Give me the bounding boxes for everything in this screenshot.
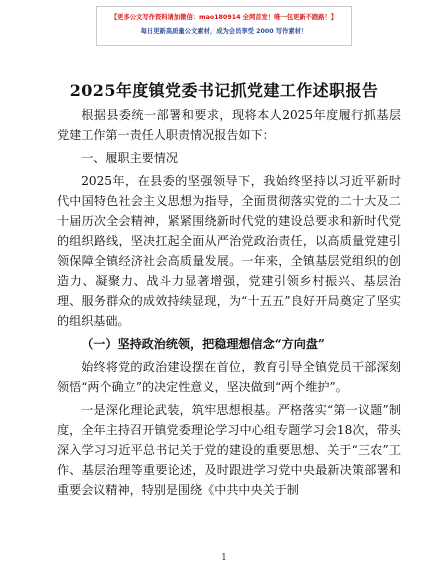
document-title: 2025年度镇党委书记抓党建工作述职报告 bbox=[69, 81, 379, 100]
document-body bbox=[57, 105, 401, 500]
promo-banner-line1: 【更多公文写作资料请加微信：mao180914 全网首发！唯一包更新不跑路！】 bbox=[110, 14, 338, 21]
page-number: 1 bbox=[221, 553, 227, 563]
promo-banner bbox=[96, 6, 352, 46]
body-paragraph-2: 始终将党的政治建设摆在首位，教育引导全镇党员干部深刻领悟“两个确立”的决定性意义，坚决做到“两个维护”。 bbox=[57, 360, 401, 394]
body-paragraph-1: 2025年，在县委的坚强领导下，我始终坚持以习近平新时代中国特色社会主义思想为指导，全面贯彻落实党的二十大及二十届历次全会精神，紧紧围绕新时代党的建设总要求和新时代党的组织路线，坚决扛起全面从严治党政治责任，以高质量党建引领保障全镇经济社会高质量发展。一年来，全镇基层党组织的创造力、凝聚力、战斗力显著增强，党建引领乡村振兴、基层治理、服务群众的成效持续显现，为“十五五”良好开局奠定了坚实的组织基础。 bbox=[57, 174, 401, 328]
sub-heading-1: （一）坚持政治统领，把稳理想信念“方向盘” bbox=[81, 337, 325, 351]
intro-paragraph: 根据县委统一部署和要求，现将本人2025年度履行抓基层党建工作第一责任人职责情况报告如下： bbox=[57, 108, 401, 142]
body-paragraph-3: 一是深化理论武装，筑牢思想根基。严格落实“第一议题”制度，全年主持召开镇党委理论学习中心组专题学习会18次，带头深入学习习近平总书记关于党的建设的重要思想、关于“三农”工作、基层治理等重要论述，及时跟进学习党中央最新决策部署和重要会议精神，特别是围绕《中共中央关于制 bbox=[57, 403, 401, 497]
section-heading-1: 一、履职主要情况 bbox=[81, 151, 178, 165]
promo-banner-line2: 每日更新高质量公文素材，成为会员享受 2000 写作素材！ bbox=[140, 28, 308, 35]
